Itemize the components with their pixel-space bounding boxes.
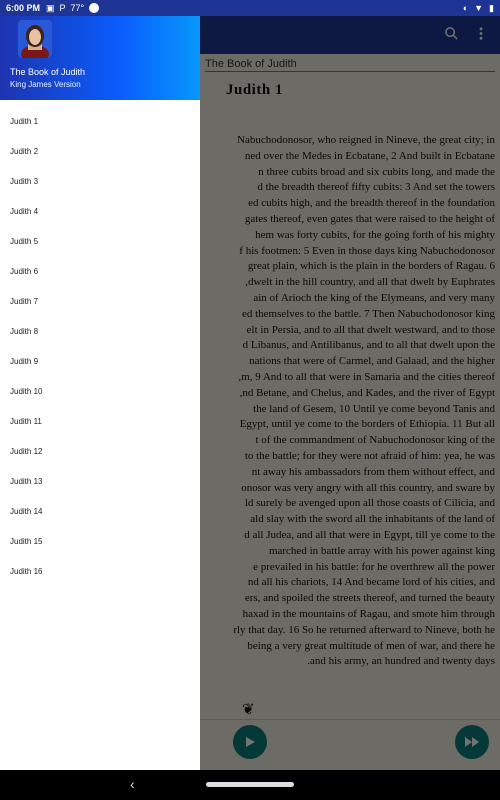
drawer-item-judith-5[interactable] xyxy=(0,226,200,256)
system-nav-bar xyxy=(0,770,500,800)
vibrate-icon: ◐ xyxy=(462,3,469,13)
navigation-drawer xyxy=(0,16,200,770)
status-bar xyxy=(0,0,500,16)
drawer-item-judith-15[interactable] xyxy=(0,526,200,556)
drawer-item-judith-16[interactable] xyxy=(0,556,200,586)
drawer-item-label: Judith 8 xyxy=(10,326,39,336)
drawer-subtitle: King James Version xyxy=(10,80,81,89)
drawer-item-judith-3[interactable] xyxy=(0,166,200,196)
drawer-item-judith-4[interactable] xyxy=(0,196,200,226)
status-time: 6:00 PM xyxy=(6,3,41,13)
drawer-item-label: Judith 16 xyxy=(10,566,43,576)
drawer-item-judith-8[interactable] xyxy=(0,316,200,346)
battery-icon: ▮ xyxy=(489,2,494,13)
drawer-item-label: Judith 9 xyxy=(10,356,39,366)
drawer-item-label: Judith 6 xyxy=(10,266,39,276)
drawer-item-judith-6[interactable] xyxy=(0,256,200,286)
drawer-item-label: Judith 14 xyxy=(10,506,43,516)
drawer-title: The Book of Judith xyxy=(10,67,86,77)
drawer-item-label: Judith 5 xyxy=(10,236,39,246)
judith-portrait-avatar xyxy=(18,20,52,58)
drawer-item-judith-9[interactable] xyxy=(0,346,200,376)
drawer-item-judith-13[interactable] xyxy=(0,466,200,496)
drawer-item-label: Judith 11 xyxy=(10,416,42,426)
drawer-item-judith-14[interactable] xyxy=(0,496,200,526)
drawer-item-judith-7[interactable] xyxy=(0,286,200,316)
gallery-icon: ▣ xyxy=(46,2,55,13)
drawer-item-judith-10[interactable] xyxy=(0,376,200,406)
chapter-list xyxy=(0,106,200,586)
drawer-header xyxy=(0,16,200,100)
drawer-item-label: Judith 1 xyxy=(10,116,39,126)
status-dot-icon xyxy=(89,3,99,13)
drawer-item-label: Judith 13 xyxy=(10,476,43,486)
drawer-item-label: Judith 7 xyxy=(10,296,39,306)
drawer-item-judith-1[interactable] xyxy=(0,106,200,136)
home-pill[interactable] xyxy=(206,782,294,787)
status-temperature: 77° xyxy=(70,3,85,13)
drawer-item-label: Judith 4 xyxy=(10,206,39,216)
back-nav-icon[interactable]: ‹ xyxy=(130,776,135,792)
drawer-item-judith-12[interactable] xyxy=(0,436,200,466)
drawer-item-judith-2[interactable] xyxy=(0,136,200,166)
drawer-item-label: Judith 15 xyxy=(10,536,43,546)
drawer-item-label: Judith 12 xyxy=(10,446,43,456)
drawer-item-label: Judith 10 xyxy=(10,386,43,396)
notification-p-icon: P xyxy=(59,3,66,13)
wifi-icon: ▼ xyxy=(474,3,484,13)
drawer-item-judith-11[interactable] xyxy=(0,406,200,436)
drawer-item-label: Judith 3 xyxy=(10,176,39,186)
drawer-item-label: Judith 2 xyxy=(10,146,39,156)
